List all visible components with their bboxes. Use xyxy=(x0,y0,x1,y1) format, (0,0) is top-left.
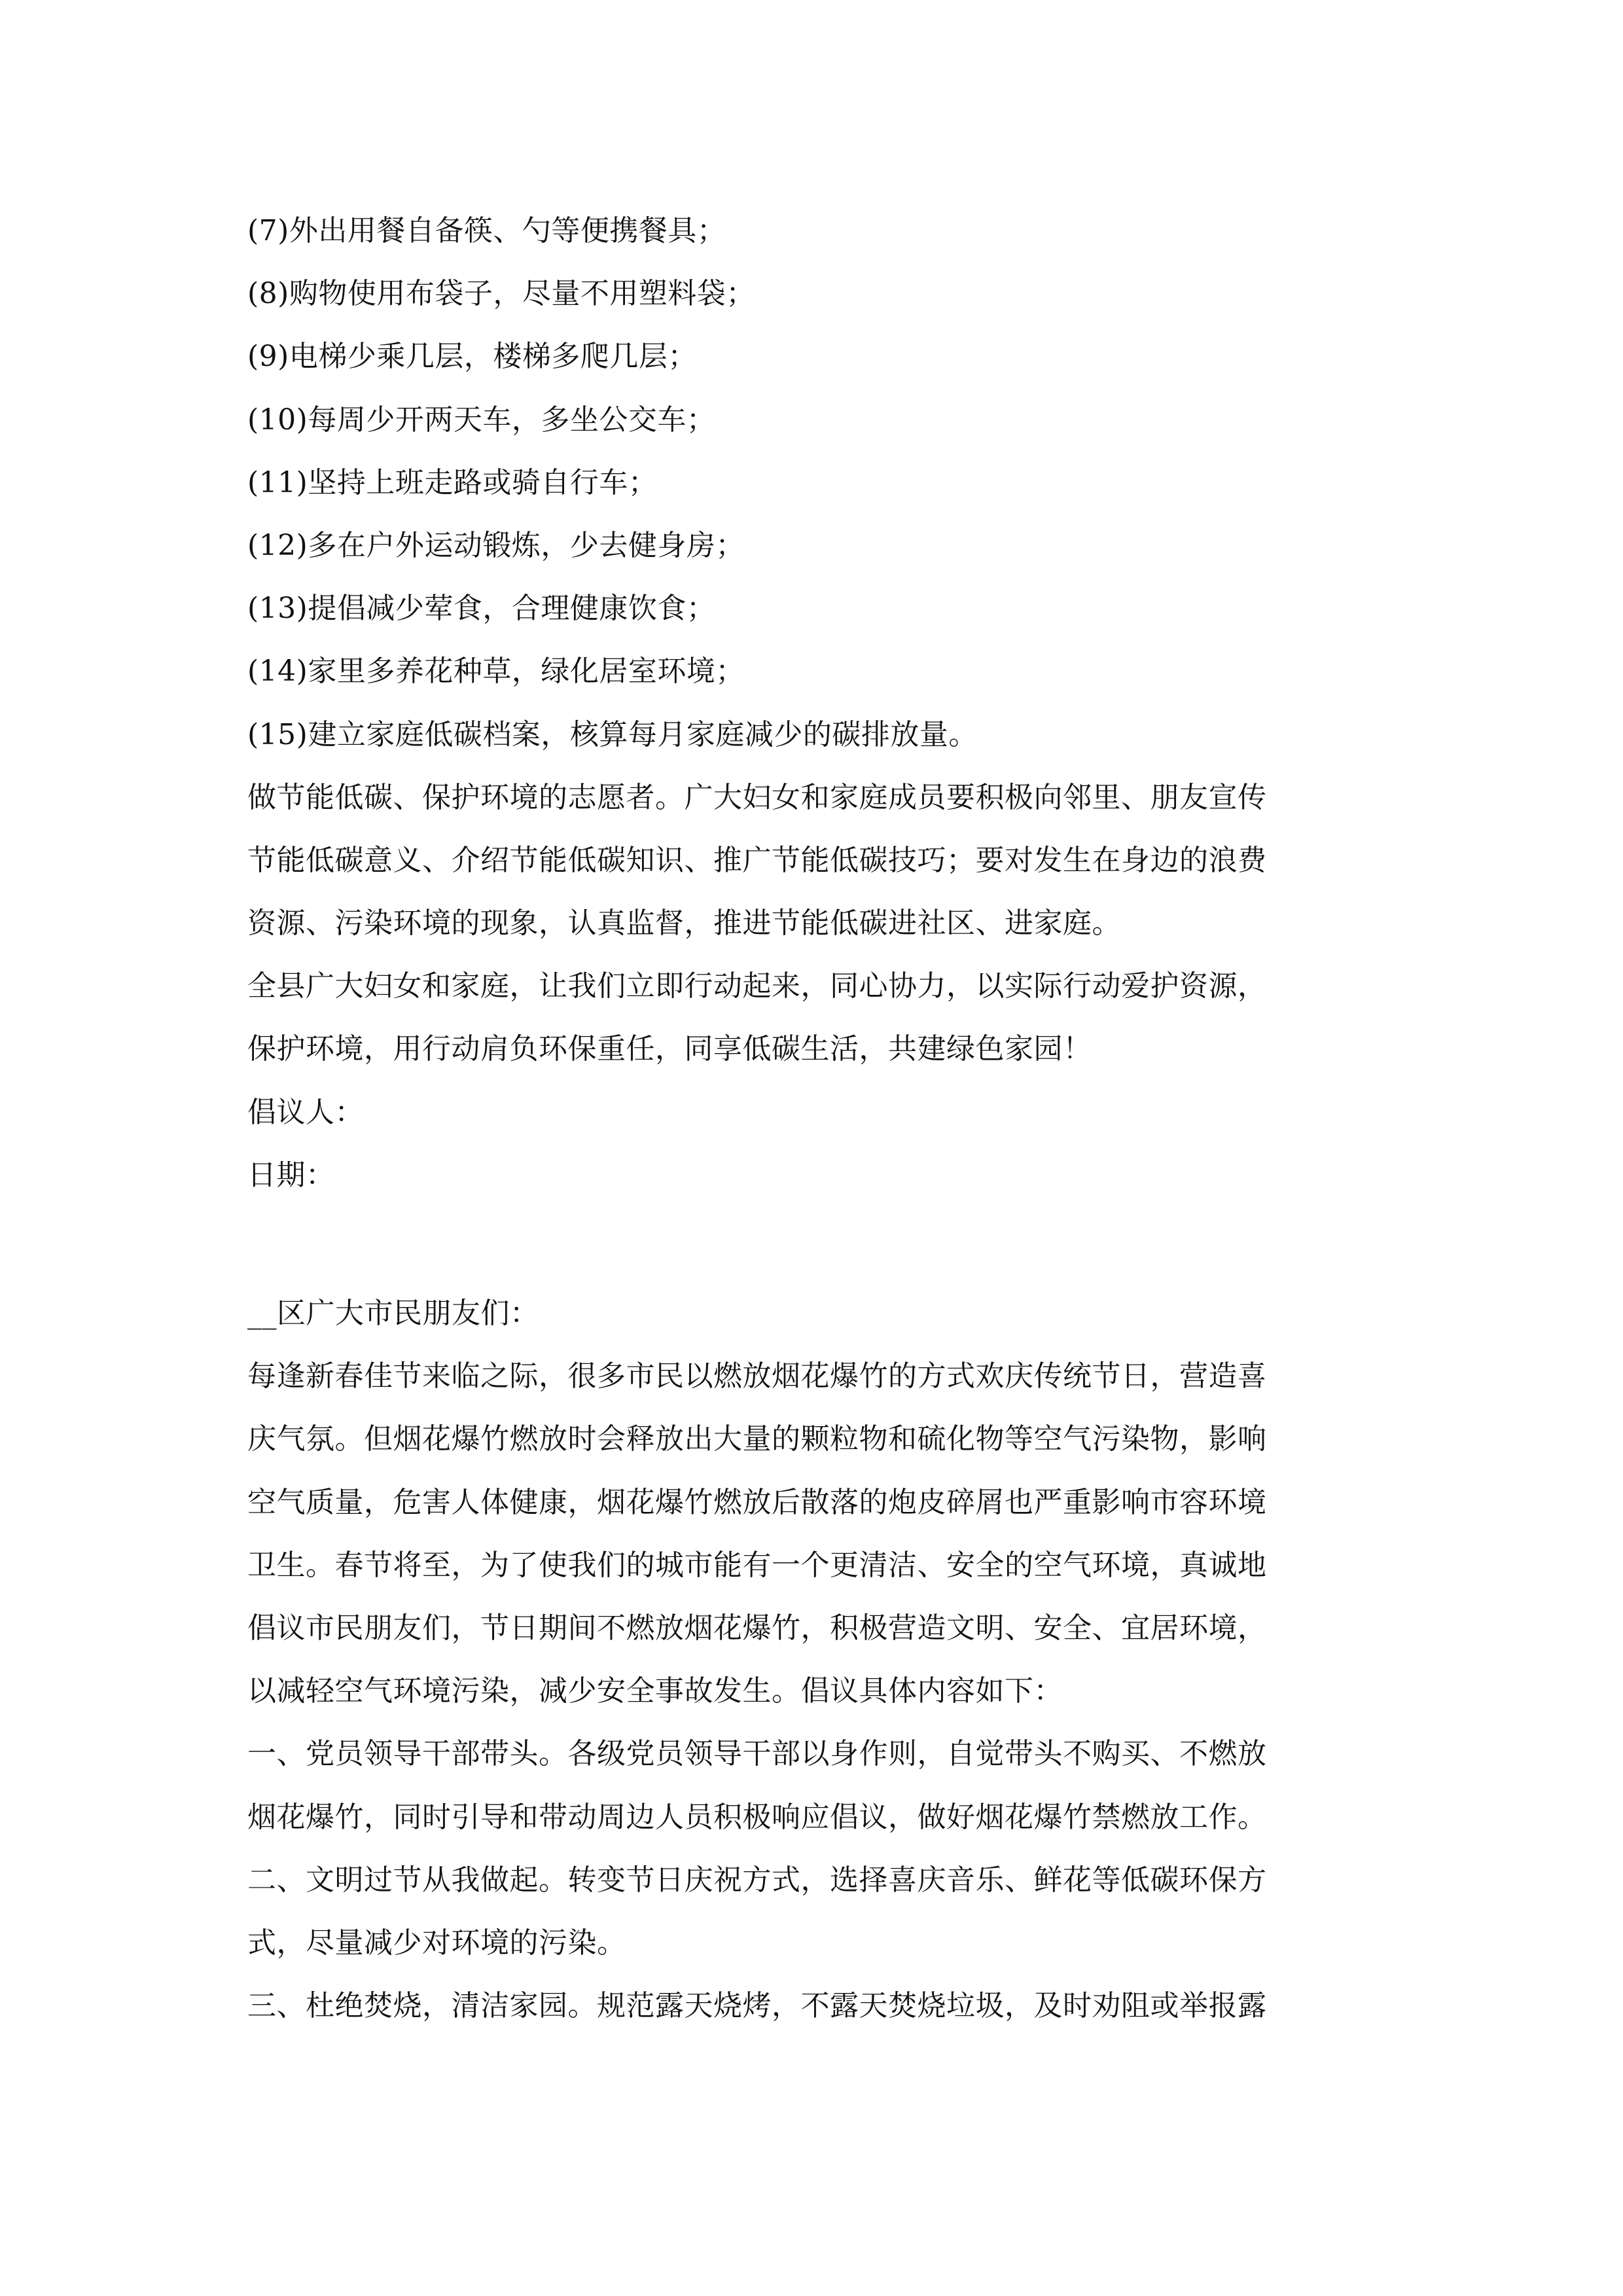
volunteer-paragraph-line-1: 做节能低碳、保护环境的志愿者。广大妇女和家庭成员要积极向邻里、朋友宣传 xyxy=(247,780,1267,814)
intro-paragraph-line-6: 以减轻空气环境污染，减少安全事故发生。倡议具体内容如下： xyxy=(247,1674,1063,1708)
list-item-8: (8)购物使用布袋子，尽量不用塑料袋； xyxy=(247,277,755,311)
section-gap xyxy=(247,1207,1393,1282)
proposal-item-1-line-1: 一、党员领导干部带头。各级党员领导干部以身作则，自觉带头不购买、不燃放 xyxy=(247,1737,1267,1771)
intro-paragraph-line-5: 倡议市民朋友们，节日期间不燃放烟花爆竹，积极营造文明、安全、宜居环境， xyxy=(247,1611,1267,1645)
list-item-13: (13)提倡减少荤食，合理健康饮食； xyxy=(247,592,716,626)
proposer-label: 倡议人： xyxy=(247,1095,364,1129)
intro-paragraph-line-3: 空气质量，危害人体健康，烟花爆竹燃放后散落的炮皮碎屑也严重影响市容环境 xyxy=(247,1485,1267,1519)
list-item-14: (14)家里多养花种草，绿化居室环境； xyxy=(247,655,745,689)
intro-paragraph-line-2: 庆气氛。但烟花爆竹燃放时会释放出大量的颗粒物和硫化物等空气污染物，影响 xyxy=(247,1422,1267,1456)
proposal-item-1-line-2: 烟花爆竹，同时引导和带动周边人员积极响应倡议，做好烟花爆竹禁燃放工作。 xyxy=(247,1800,1267,1834)
document-body xyxy=(247,200,1393,2037)
proposal-item-2-line-1: 二、文明过节从我做起。转变节日庆祝方式，选择喜庆音乐、鲜花等低碳环保方 xyxy=(247,1863,1267,1897)
proposal-item-2-line-2: 式，尽量减少对环境的污染。 xyxy=(247,1926,626,1960)
proposal-item-3-line-1: 三、杜绝焚烧，清洁家园。规范露天烧烤，不露天焚烧垃圾，及时劝阻或举报露 xyxy=(247,1989,1267,2023)
volunteer-paragraph-line-3: 资源、污染环境的现象，认真监督，推进节能低碳进社区、进家庭。 xyxy=(247,906,1121,941)
list-item-11: (11)坚持上班走路或骑自行车； xyxy=(247,465,658,499)
intro-paragraph-line-4: 卫生。春节将至，为了使我们的城市能有一个更清洁、安全的空气环境，真诚地 xyxy=(247,1548,1267,1582)
intro-paragraph-line-1: 每逢新春佳节来临之际，很多市民以燃放烟花爆竹的方式欢庆传统节日，营造喜 xyxy=(247,1359,1267,1393)
call-to-action-line-1: 全县广大妇女和家庭，让我们立即行动起来，同心协力，以实际行动爱护资源， xyxy=(247,969,1267,1003)
volunteer-paragraph-line-2: 节能低碳意义、介绍节能低碳知识、推广节能低碳技巧；要对发生在身边的浪费 xyxy=(247,843,1267,877)
list-item-9: (9)电梯少乘几层，楼梯多爬几层； xyxy=(247,340,697,374)
list-item-15: (15)建立家庭低碳档案，核算每月家庭减少的碳排放量。 xyxy=(247,717,978,751)
call-to-action-line-2: 保护环境，用行动肩负环保重任，同享低碳生活，共建绿色家园！ xyxy=(247,1032,1092,1066)
list-item-10: (10)每周少开两天车，多坐公交车； xyxy=(247,403,716,437)
list-item-7: (7)外出用餐自备筷、勺等便携餐具； xyxy=(247,214,726,247)
letter-salutation: __区广大市民朋友们： xyxy=(247,1297,539,1330)
date-label: 日期： xyxy=(247,1158,335,1192)
list-item-12: (12)多在户外运动锻炼，少去健身房； xyxy=(247,528,745,562)
